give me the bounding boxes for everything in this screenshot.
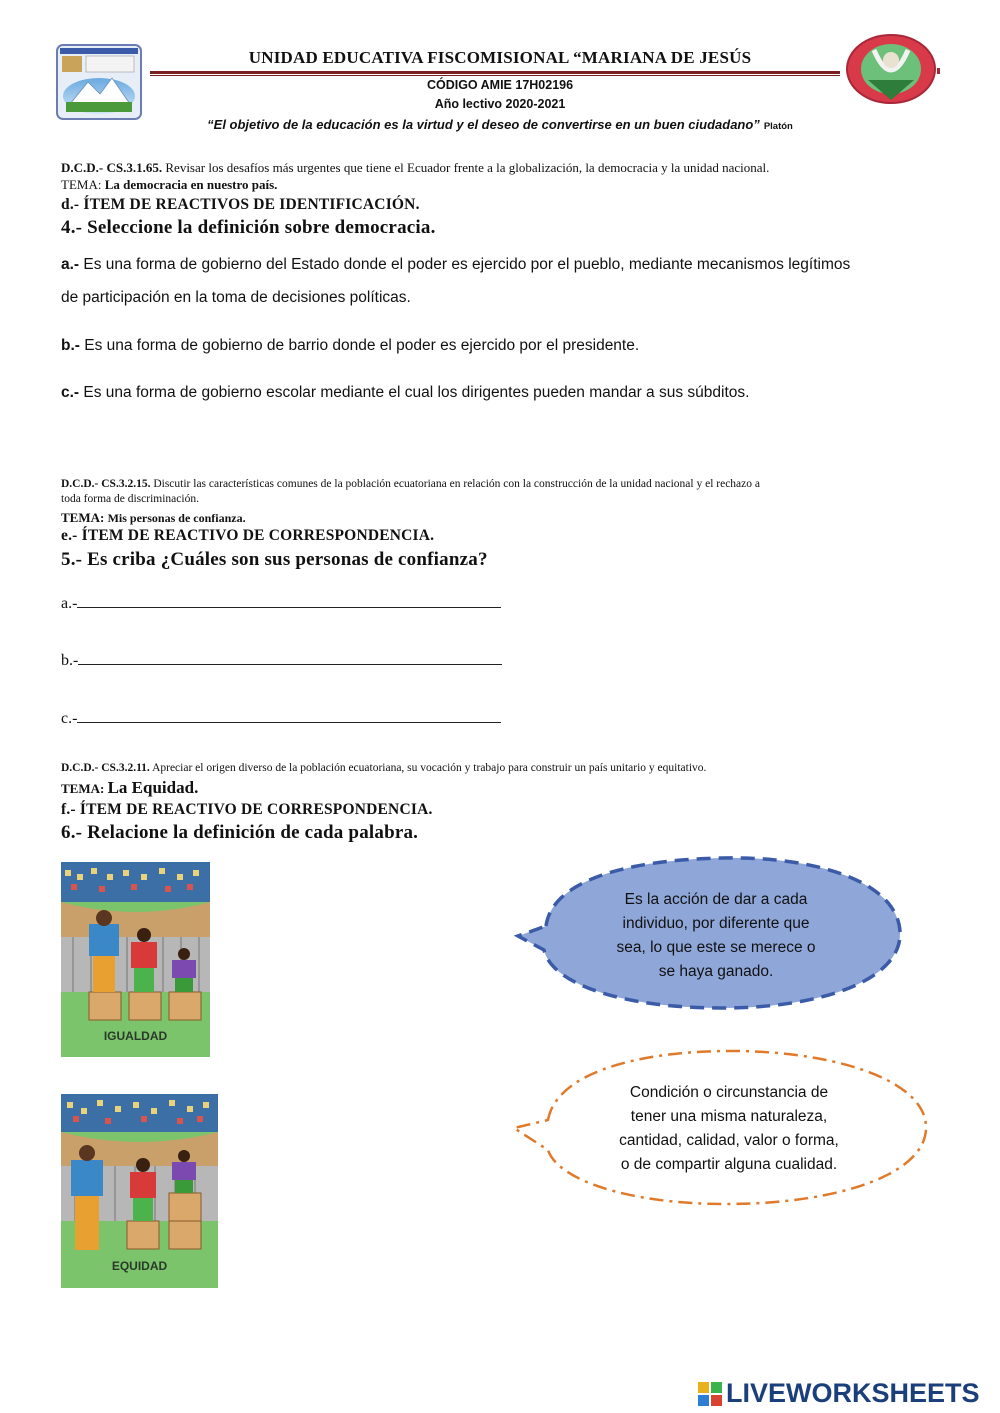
option-a[interactable]	[61, 256, 850, 274]
header-divider-thin	[150, 75, 840, 76]
school-year: Año lectivo 2020-2021	[434, 97, 566, 111]
tema-2	[61, 510, 246, 526]
tema-label: TEMA:	[61, 510, 105, 525]
school-name: UNIDAD EDUCATIVA FISCOMISIONAL “MARIANA DE JESÚS	[248, 48, 752, 67]
answer-line-a[interactable]	[61, 592, 501, 613]
answer-letter: b.-	[61, 652, 79, 669]
answer-input-a[interactable]	[77, 592, 501, 608]
dcd-code: D.C.D.- CS.3.2.15.	[61, 478, 151, 490]
answer-input-b[interactable]	[78, 649, 502, 665]
dcd-text-continued: toda forma de discriminación.	[61, 493, 199, 505]
answer-input-c[interactable]	[77, 707, 501, 723]
dcd-objective-1	[61, 160, 931, 176]
dcd-objective-2	[61, 477, 931, 507]
header-quote	[150, 117, 850, 132]
option-letter: a.-	[61, 256, 80, 273]
answer-line-c[interactable]	[61, 707, 501, 728]
bubble-2-text	[574, 1081, 884, 1177]
dcd-text: Revisar los desafíos más urgentes que tiene el Ecuador frente a la globalización, la democracia y la unidad nacional.	[165, 160, 770, 175]
bubble-1-line-2: individuo, por diferente que	[622, 915, 810, 932]
question-4: 4.- Seleccione la definición sobre democracia.	[61, 217, 436, 238]
dcd-code: D.C.D.- CS.3.2.11.	[61, 762, 150, 774]
tema-label: TEMA:	[61, 177, 102, 192]
school-code: CÓDIGO AMIE 17H02196	[426, 78, 574, 92]
dcd-objective-3	[61, 761, 931, 776]
school-crest-logo	[56, 44, 142, 120]
tema-1	[61, 177, 277, 193]
option-text: Es una forma de gobierno de barrio donde el poder es ejercido por el presidente.	[84, 337, 640, 354]
bubble-1-line-4: se haya ganado.	[658, 963, 774, 980]
option-text: Es una forma de gobierno del Estado donde el poder es ejercido por el pueblo, mediante mecanismos legítimos	[83, 256, 851, 273]
equality-caption: IGUALDAD	[103, 1029, 168, 1043]
item-heading-d: d.- ÍTEM DE REACTIVOS DE IDENTIFICACIÓN.	[61, 196, 420, 213]
bubble-2-line-1: Condición o circunstancia de	[629, 1084, 829, 1101]
answer-letter: c.-	[61, 710, 78, 727]
bubble-1-text	[560, 888, 872, 984]
liveworksheets-logo-icon	[698, 1382, 722, 1406]
tema-label: TEMA:	[61, 781, 105, 796]
bubble-2-line-4: o de compartir alguna cualidad.	[620, 1156, 838, 1173]
answer-line-b[interactable]	[61, 649, 502, 670]
answer-letter: a.-	[61, 595, 78, 612]
option-a-continued: de participación en la toma de decisiones políticas.	[61, 289, 411, 306]
liveworksheets-brand: LIVEWORKSHEETS	[726, 1378, 980, 1408]
equity-illustration[interactable]	[61, 1094, 218, 1288]
quote-text: “El objetivo de la educación es la virtud y el deseo de convertirse en un buen ciudadano”	[207, 117, 760, 132]
equality-illustration[interactable]	[61, 862, 210, 1057]
institution-emblem-logo	[844, 30, 942, 108]
item-heading-e: e.- ÍTEM DE REACTIVO DE CORRESPONDENCIA.	[61, 527, 435, 544]
tema-value: Mis personas de confianza.	[107, 511, 246, 525]
bubble-2-line-3: cantidad, calidad, valor o forma,	[619, 1132, 839, 1149]
option-b[interactable]	[61, 337, 639, 355]
bubble-2-line-2: tener una misma naturaleza,	[630, 1108, 828, 1125]
item-heading-f: f.- ÍTEM DE REACTIVO DE CORRESPONDENCIA.	[61, 801, 433, 818]
dcd-code: D.C.D.- CS.3.1.65.	[61, 160, 163, 175]
question-5: 5.- Es criba ¿Cuáles son sus personas de confianza?	[61, 549, 488, 570]
question-6: 6.- Relacione la definición de cada palabra.	[61, 822, 419, 843]
tema-value: La Equidad.	[107, 778, 199, 797]
equity-caption: EQUIDAD	[111, 1259, 168, 1273]
header-divider	[150, 71, 840, 74]
tema-3	[61, 778, 198, 798]
dcd-text: Discutir las características comunes de la población ecuatoriana en relación con la construcción de la unidad nacional y el rechazo a	[153, 478, 760, 490]
option-text: Es una forma de gobierno escolar mediante el cual los dirigentes pueden mandar a sus súbditos.	[83, 384, 750, 401]
option-letter: b.-	[61, 337, 80, 354]
bubble-1-line-1: Es la acción de dar a cada	[624, 891, 808, 908]
option-letter: c.-	[61, 384, 80, 401]
option-c[interactable]	[61, 384, 749, 402]
quote-author: Platón	[763, 121, 793, 132]
dcd-text: Apreciar el origen diverso de la población ecuatoriana, su vocación y trabajo para construir un país unitario y equitativo.	[152, 762, 707, 774]
bubble-1-line-3: sea, lo que este se merece o	[616, 939, 816, 956]
tema-value: La democracia en nuestro país.	[104, 177, 278, 192]
